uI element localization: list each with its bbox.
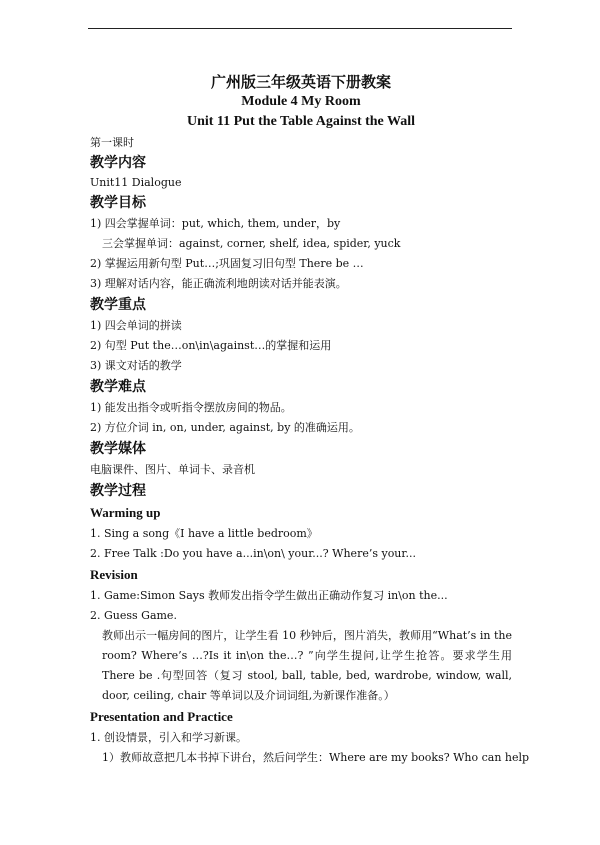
- lesson-label: 第一课时: [90, 136, 134, 149]
- section-line: 电脑课件、图片、单词卡、录音机: [90, 463, 255, 476]
- document-title: 广州版三年级英语下册教案: [210, 73, 391, 91]
- header-rule: [88, 28, 512, 29]
- section-line: 2) 掌握运用新句型 Put…;巩固复习旧句型 There be …: [90, 257, 364, 270]
- section-line: 1）教师故意把几本书掉下讲台，然后问学生：Where are my books? Who can help: [102, 751, 530, 764]
- document-content: [90, 72, 530, 768]
- section-line: 1. Game:Simon Says 教师发出指令学生做出正确动作复习 in\on the...: [90, 589, 448, 602]
- section-line: 1) 四会掌握单词：put, which, them, under，by: [90, 217, 341, 230]
- section-heading-difficulties: 教学难点: [90, 379, 146, 395]
- section-line: 2. Free Talk :Do you have a...in\on\ your...? Where’s your...: [90, 547, 416, 560]
- section-line: 3) 课文对话的教学: [90, 359, 182, 372]
- subheading-revision: Revision: [90, 567, 138, 582]
- section-line: 三会掌握单词：against, corner, shelf, idea, spider, yuck: [102, 237, 401, 250]
- section-line: 2) 方位介词 in, on, under, against, by 的准确运用。: [90, 421, 360, 434]
- section-line: 3) 理解对话内容，能正确流利地朗读对话并能表演。: [90, 277, 347, 290]
- subheading-warming-up: Warming up: [90, 505, 161, 520]
- section-heading-key-points: 教学重点: [90, 297, 146, 313]
- subheading-presentation: Presentation and Practice: [90, 709, 233, 724]
- section-line: 1) 能发出指令或听指令摆放房间的物品。: [90, 401, 292, 414]
- section-line: 1. Sing a song《I have a little bedroom》: [90, 527, 318, 540]
- section-line: 1. 创设情景，引入和学习新课。: [90, 731, 247, 744]
- section-heading-process: 教学过程: [90, 483, 146, 499]
- section-heading-content: 教学内容: [90, 155, 146, 171]
- section-line: 2. Guess Game.: [90, 609, 177, 622]
- section-line: Unit11 Dialogue: [90, 176, 182, 189]
- section-heading-goals: 教学目标: [90, 195, 146, 211]
- section-line: 2) 句型 Put the…on\in\against…的掌握和运用: [90, 339, 332, 352]
- module-title: Module 4 My Room: [241, 94, 361, 109]
- section-heading-media: 教学媒体: [90, 441, 146, 457]
- section-line: 1) 四会单词的拼读: [90, 319, 182, 332]
- unit-title: Unit 11 Put the Table Against the Wall: [186, 114, 416, 129]
- revision-paragraph: 教师出示一幅房间的图片，让学生看 10 秒钟后，图片消失，教师用“What’s in the room? Where’s …?Is it in\on the…? ”向学生提问,让学生抢答。要求学生用 There be .句型回答（复习 stool, ball, table, bed, wardrobe, window, wall, door, ceiling, chair 等单词以及介词词组,为新课作准备。）: [102, 629, 512, 702]
